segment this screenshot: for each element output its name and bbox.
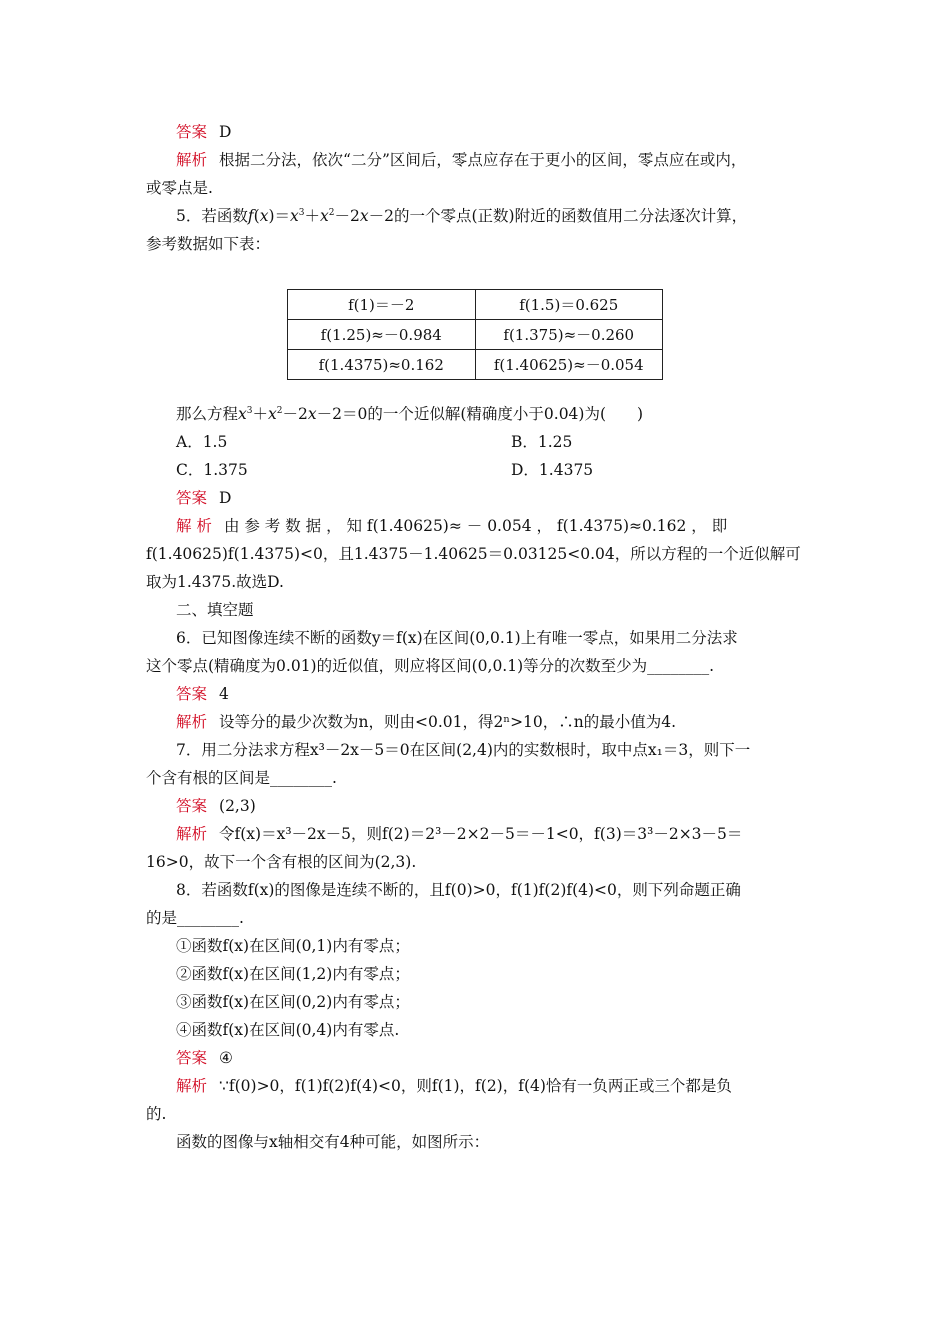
q8-statement-4: ④函数f(x)在区间(0,4)内有零点. <box>176 1021 400 1039</box>
analysis-text: 根据二分法，依次“二分”区间后，零点应存在于更小的区间，零点应在或内， <box>219 151 747 169</box>
analysis-label: 解析 <box>176 1077 208 1095</box>
analysis-label: 解 析 <box>176 517 212 535</box>
q4-analysis-continuation: 或零点是. <box>146 179 213 197</box>
table-row <box>288 320 663 350</box>
answer-label: 答案 <box>176 797 208 815</box>
reference-data-table <box>287 289 663 380</box>
answer-label: 答案 <box>176 489 208 507</box>
analysis-label: 解析 <box>176 151 208 169</box>
analysis-text: ∵f(0)>0，f(1)f(2)f(4)<0，则f(1)，f(2)，f(4)恰有一负两正或三个都是负 <box>219 1077 732 1095</box>
q8-analysis-continuation: 的. <box>146 1105 167 1123</box>
answer-value: (2,3) <box>219 797 256 815</box>
analysis-text: 设等分的最少次数为n，则由<0.01，得2ⁿ>10，∴n的最小值为4. <box>219 713 677 731</box>
q8-stem-continuation: 的是________. <box>146 909 244 927</box>
q5-stem-continuation: 参考数据如下表： <box>146 235 271 253</box>
answer-label: 答案 <box>176 685 208 703</box>
answer-label: 答案 <box>176 1049 208 1067</box>
q6-stem-line: 6．已知图像连续不断的函数y＝f(x)在区间(0,0.1)上有唯一零点，如果用二分法求 <box>176 629 738 647</box>
table-row <box>288 290 663 320</box>
q5-question-line: 那么方程$x^3+x^2-2x-2=0$的一个近似解(精确度小于0.04)为( ) <box>176 405 644 423</box>
option-a: A．1.5 <box>176 433 228 451</box>
q5-analysis-continuation: 取为1.4375.故选D. <box>146 573 284 591</box>
q4-analysis-line <box>176 149 844 171</box>
option-b: B．1.25 <box>511 433 573 451</box>
q8-figure-intro: 函数的图像与x轴相交有4种可能，如图所示： <box>176 1133 490 1151</box>
table-cell: f(1.40625)≈－0.054 <box>475 350 663 380</box>
table-cell: f(1.25)≈－0.984 <box>288 320 476 350</box>
answer-label: 答案 <box>176 123 208 141</box>
q6-stem-continuation: 这个零点(精确度为0.01)的近似值，则应将区间(0,0.1)等分的次数至少为________. <box>146 657 715 675</box>
answer-value: ④ <box>219 1049 233 1067</box>
table-cell: f(1.5)＝0.625 <box>475 290 663 320</box>
q7-stem-continuation: 个含有根的区间是________. <box>146 769 337 787</box>
q8-answer-line <box>176 1047 844 1069</box>
q8-analysis-line <box>176 1075 844 1097</box>
answer-value: D <box>219 489 232 507</box>
q7-answer-line <box>176 795 844 817</box>
analysis-text: 由 参 考 数 据 ， 知 f(1.40625)≈ － 0.054 ， f(1.4375)≈0.162 ， 即 <box>223 517 728 535</box>
q5-analysis-continuation: f(1.40625)f(1.4375)<0，且1.4375－1.40625＝0.03125<0.04，所以方程的一个近似解可 <box>146 545 801 563</box>
q7-stem-line: 7．用二分法求方程x³－2x－5＝0在区间(2,4)内的实数根时，取中点x₁＝3，则下一 <box>176 741 751 759</box>
table-cell: f(1)＝－2 <box>288 290 476 320</box>
table-row <box>288 350 663 380</box>
option-d: D．1.4375 <box>511 461 594 479</box>
table-cell: f(1.4375)≈0.162 <box>288 350 476 380</box>
q7-analysis-line <box>176 823 844 845</box>
analysis-label: 解析 <box>176 713 208 731</box>
section-title: 二、填空题 <box>176 601 254 619</box>
q5-answer-line <box>176 487 844 509</box>
q8-statement-3: ③函数f(x)在区间(0,2)内有零点； <box>176 993 410 1011</box>
q8-statement-1: ①函数f(x)在区间(0,1)内有零点； <box>176 937 410 955</box>
q5-stem-line: 5．若函数$f(x)=x^3+x^2-2x-2$的一个零点(正数)附近的函数值用二分法逐次计算， <box>176 207 748 225</box>
q4-answer-line <box>176 121 844 143</box>
q5-analysis-line <box>176 515 814 537</box>
q8-stem-line: 8．若函数f(x)的图像是连续不断的，且f(0)>0，f(1)f(2)f(4)<0，则下列命题正确 <box>176 881 741 899</box>
q6-analysis-line <box>176 711 844 733</box>
q8-statement-2: ②函数f(x)在区间(1,2)内有零点； <box>176 965 410 983</box>
q7-analysis-continuation: 16>0，故下一个含有根的区间为(2,3). <box>146 853 417 871</box>
table-cell: f(1.375)≈－0.260 <box>475 320 663 350</box>
q6-answer-line <box>176 683 844 705</box>
analysis-label: 解析 <box>176 825 208 843</box>
option-c: C．1.375 <box>176 461 248 479</box>
answer-value: 4 <box>219 685 229 703</box>
analysis-text: 令f(x)＝x³－2x－5，则f(2)＝2³－2×2－5＝－1<0，f(3)＝3³－2×3－5＝ <box>219 825 743 843</box>
answer-value: D <box>219 123 232 141</box>
